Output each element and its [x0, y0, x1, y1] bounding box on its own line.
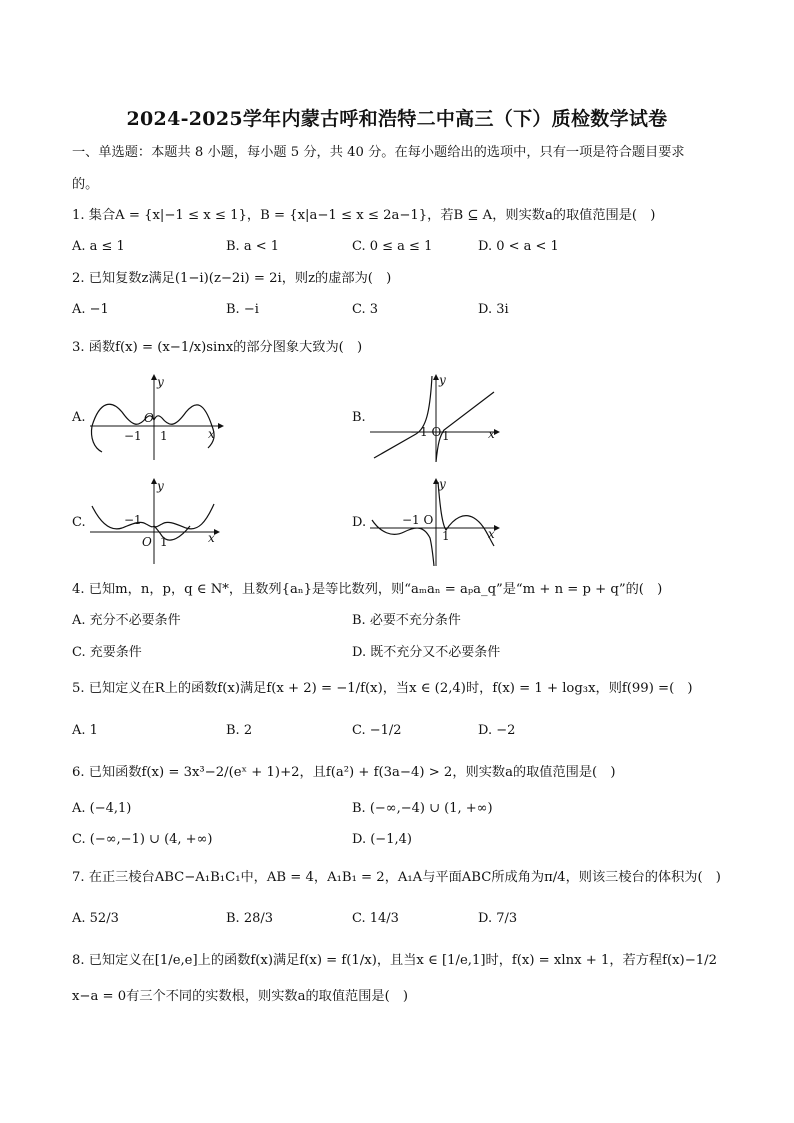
- q3b-y-label: y: [439, 373, 446, 387]
- q3d-x-label: x: [488, 527, 495, 541]
- q3-option-b-label: B.: [352, 410, 366, 425]
- q3c-x-label: x: [208, 531, 215, 545]
- q3c-y-label: y: [157, 479, 164, 493]
- question-4-stem: 4. 已知m，n，p，q ∈ N*，且数列{aₙ}是等比数列，则“aₘaₙ = aₚa_q”是“m + n = p + q”的( ): [72, 582, 663, 597]
- q3a-one: 1: [160, 429, 168, 443]
- q3-option-a-label: A.: [72, 410, 86, 425]
- q6-option-a: A. (−4,1): [72, 801, 132, 816]
- q3-graph-c: [90, 476, 230, 566]
- q3-graph-d: [370, 476, 510, 568]
- q3d-y-label: y: [439, 477, 446, 491]
- q7-option-d: D. 7/3: [478, 911, 518, 926]
- q3c-origin: O: [142, 535, 152, 549]
- q6-option-b: B. (−∞,−4) ∪ (1, +∞): [352, 801, 493, 816]
- q3-graph-b: [370, 372, 510, 464]
- q3-option-c-label: C.: [72, 515, 86, 530]
- q5-option-a: A. 1: [72, 723, 98, 738]
- q6-option-c: C. (−∞,−1) ∪ (4, +∞): [72, 832, 213, 847]
- question-8-stem-cont: x−a = 0有三个不同的实数根，则实数a的取值范围是( ): [72, 989, 409, 1004]
- q7-option-b: B. 28/3: [226, 911, 274, 926]
- q4-option-a: A. 充分不必要条件: [72, 613, 181, 628]
- q1-option-b: B. a < 1: [226, 239, 279, 254]
- q4-option-c: C. 充要条件: [72, 645, 142, 660]
- q2-option-d: D. 3i: [478, 302, 509, 317]
- q4-option-d: D. 既不充分又不必要条件: [352, 645, 501, 660]
- q3a-neg1: −1: [124, 429, 142, 443]
- section-instructions-cont: 的。: [72, 177, 99, 192]
- q2-option-b: B. −i: [226, 302, 259, 317]
- question-5-stem: 5. 已知定义在R上的函数f(x)满足f(x + 2) = −1/f(x)，当x ∈ (2,4)时，f(x) = 1 + log₃x，则f(99) =( ): [72, 681, 693, 696]
- q3b-x-label: x: [488, 427, 495, 441]
- question-6-stem: 6. 已知函数f(x) = 3x³−2/(eˣ + 1)+2，且f(a²) + f(3a−4) > 2，则实数a的取值范围是( ): [72, 765, 616, 780]
- q3b-neg1o: −1 O: [410, 425, 442, 439]
- question-2-stem: 2. 已知复数z满足(1−i)(z−2i) = 2i，则z的虚部为( ): [72, 271, 392, 286]
- q3c-one: 1: [160, 535, 168, 549]
- q7-option-c: C. 14/3: [352, 911, 399, 926]
- question-3-stem: 3. 函数f(x) = (x−1/x)sinx的部分图象大致为( ): [72, 340, 363, 355]
- q3-graph-a: [90, 372, 230, 462]
- q5-option-b: B. 2: [226, 723, 253, 738]
- question-8-stem: 8. 已知定义在[1/e,e]上的函数f(x)满足f(x) = f(1/x)，且当x ∈ [1/e,1]时，f(x) = xlnx + 1，若方程f(x)−1/2: [72, 953, 717, 968]
- q3a-y-label: y: [157, 375, 164, 389]
- section-instructions: 一、单选题：本题共 8 小题，每小题 5 分，共 40 分。在每小题给出的选项中，只有一项是符合题目要求: [72, 145, 685, 160]
- q3c-neg1: −1: [124, 513, 142, 527]
- q1-option-c: C. 0 ≤ a ≤ 1: [352, 239, 433, 254]
- q5-option-d: D. −2: [478, 723, 516, 738]
- q3a-origin: O: [144, 411, 154, 425]
- q5-option-c: C. −1/2: [352, 723, 402, 738]
- q1-option-a: A. a ≤ 1: [72, 239, 125, 254]
- q2-option-c: C. 3: [352, 302, 379, 317]
- question-1-stem: 1. 集合A = {x|−1 ≤ x ≤ 1}，B = {x|a−1 ≤ x ≤ 2a−1}，若B ⊆ A，则实数a的取值范围是( ): [72, 208, 656, 223]
- q1-option-d: D. 0 < a < 1: [478, 239, 559, 254]
- q3d-one: 1: [442, 529, 450, 543]
- question-7-stem: 7. 在正三棱台ABC−A₁B₁C₁中，AB = 4，A₁B₁ = 2，A₁A与平面ABC所成角为π/4，则该三棱台的体积为( ): [72, 870, 721, 885]
- q3a-x-label: x: [208, 427, 215, 441]
- q3-option-d-label: D.: [352, 515, 367, 530]
- q3d-neg1o: −1 O: [402, 513, 434, 527]
- q7-option-a: A. 52/3: [72, 911, 119, 926]
- q4-option-b: B. 必要不充分条件: [352, 613, 461, 628]
- q6-option-d: D. (−1,4): [352, 832, 412, 847]
- q3b-one: 1: [442, 429, 450, 443]
- q2-option-a: A. −1: [72, 302, 109, 317]
- page-title: 2024-2025学年内蒙古呼和浩特二中高三（下）质检数学试卷: [126, 108, 668, 130]
